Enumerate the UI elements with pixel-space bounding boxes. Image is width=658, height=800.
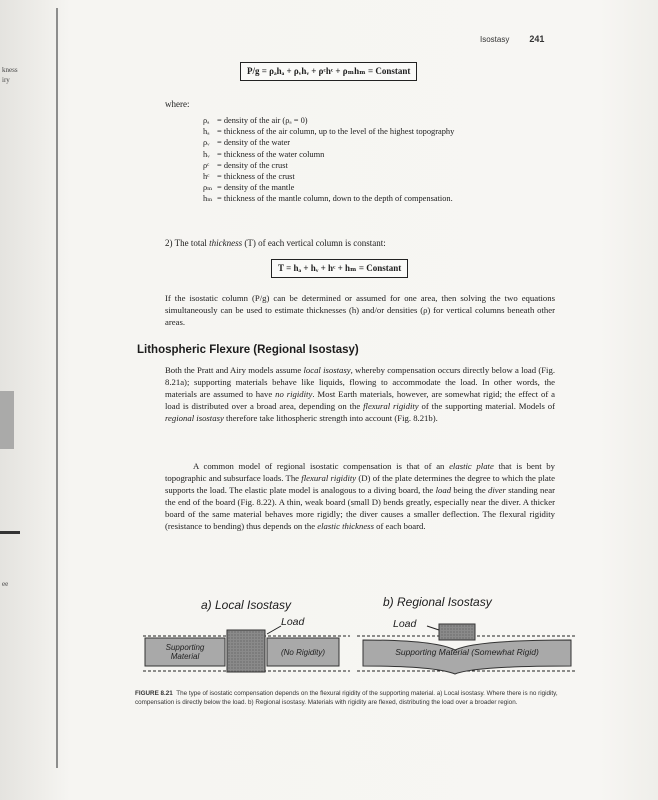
- load-label-a: Load: [281, 616, 305, 628]
- definition-row: hᵥ = thickness of the water column: [203, 149, 325, 159]
- equation-pressure: P/g = ρₐhₐ + ρᵥhᵥ + ρᶜhᶜ + ρₘhₘ = Constant: [240, 62, 417, 81]
- section-heading: Lithospheric Flexure (Regional Isostasy): [137, 344, 359, 356]
- margin-fragment: kness: [2, 66, 18, 74]
- point-two: 2) The total thickness (T) of each vertical column is constant:: [165, 238, 386, 248]
- equation-thickness: T = hₐ + hᵥ + hᶜ + hₘ = Constant: [271, 259, 408, 278]
- supporting-material-label-b: Supporting Material (Somewhat Rigid): [395, 647, 539, 657]
- figure-8-21: [135, 592, 580, 684]
- definition-list: [203, 115, 454, 205]
- paragraph-isostatic-column: If the isostatic column (P/g) can be determined or assumed for one area, then solving the two equations simultaneously can be used to estimate thicknesses (h) and/or densities (ρ) for vertical columns beneath other areas.: [165, 293, 555, 327]
- paragraph-local-isostasy: Both the Pratt and Airy models assume local isostasy, whereby compensation occurs directly below a load (Fig. 8.21a); supporting materials behave like liquids, flowing to accommodate the load. In other words, the materials are assumed to have no rigidity. Most Earth materials, however, are somewhat rigid; the effect of a load is distributed over a broad area, depending on the flexural rigidity of the supporting material. Models of regional isostasy therefore take lithospheric strength into account (Fig. 8.21b).: [165, 365, 555, 423]
- definition-row: ρᵥ = density of the water: [203, 138, 291, 148]
- flexed-plate-b: [363, 640, 571, 674]
- no-rigidity-label: (No Rigidity): [280, 648, 325, 657]
- definition-row: hᶜ = thickness of the crust: [203, 172, 295, 182]
- definition-row: ρᶜ = density of the crust: [203, 160, 288, 170]
- load-label-b: Load: [393, 618, 417, 630]
- margin-dark-bar: [0, 531, 20, 534]
- figure-title-local: a) Local Isostasy: [201, 598, 292, 612]
- header-section: Isostasy: [480, 35, 510, 44]
- load-pointer-a: [267, 626, 281, 634]
- caption-text: The type of isostatic compensation depends on the flexural rigidity of the supporting material. a) Local isostasy. Where there is no rigidity, compensation is directly below the load. b) Regional isostasy. Materials with rigidity are flexed, distributing the load over a broader region.: [135, 690, 558, 706]
- supporting-material-label-a: Supporting Material: [165, 643, 205, 661]
- definition-row: ρₘ = density of the mantle: [203, 183, 295, 193]
- where-label: where:: [165, 99, 190, 109]
- book-gutter: [56, 8, 58, 768]
- margin-gray-block: [0, 391, 14, 449]
- caption-label: FIGURE 8.21: [135, 690, 173, 697]
- running-header: [480, 34, 544, 44]
- definition-row: hₘ = thickness of the mantle column, down to the depth of compensation.: [203, 194, 453, 204]
- definition-row: ρₐ = density of the air (ρₐ = 0): [203, 116, 308, 125]
- figure-caption: [135, 690, 575, 707]
- page-number: 241: [529, 34, 545, 44]
- definition-row: hₐ = thickness of the air column, up to the level of the highest topography: [203, 127, 455, 137]
- previous-page-edge: [0, 0, 56, 800]
- load-block-a: [227, 630, 265, 672]
- paragraph-elastic-plate: A common model of regional isostatic compensation is that of an elastic plate that is bent by topographic and subsurface loads. The flexural rigidity (D) of the plate determines the degree to which the plate supports the load. The elastic plate model is analogous to a diving board, the load being the diver standing near the end of the board (Fig. 8.22). A thin, weak board (small D) bends greatly, especially near the diver. A thicker board of the same material behaves more rigidly; the diver causes a smaller deflection. The flexural rigidity (resistance to bending) thus depends on the elastic thickness of each board.: [165, 461, 556, 531]
- figure-title-regional: b) Regional Isostasy: [383, 595, 492, 609]
- margin-fragment: ee: [2, 580, 9, 588]
- load-block-b: [439, 624, 475, 640]
- margin-fragment: iry: [2, 76, 10, 84]
- load-pointer-b: [427, 626, 439, 630]
